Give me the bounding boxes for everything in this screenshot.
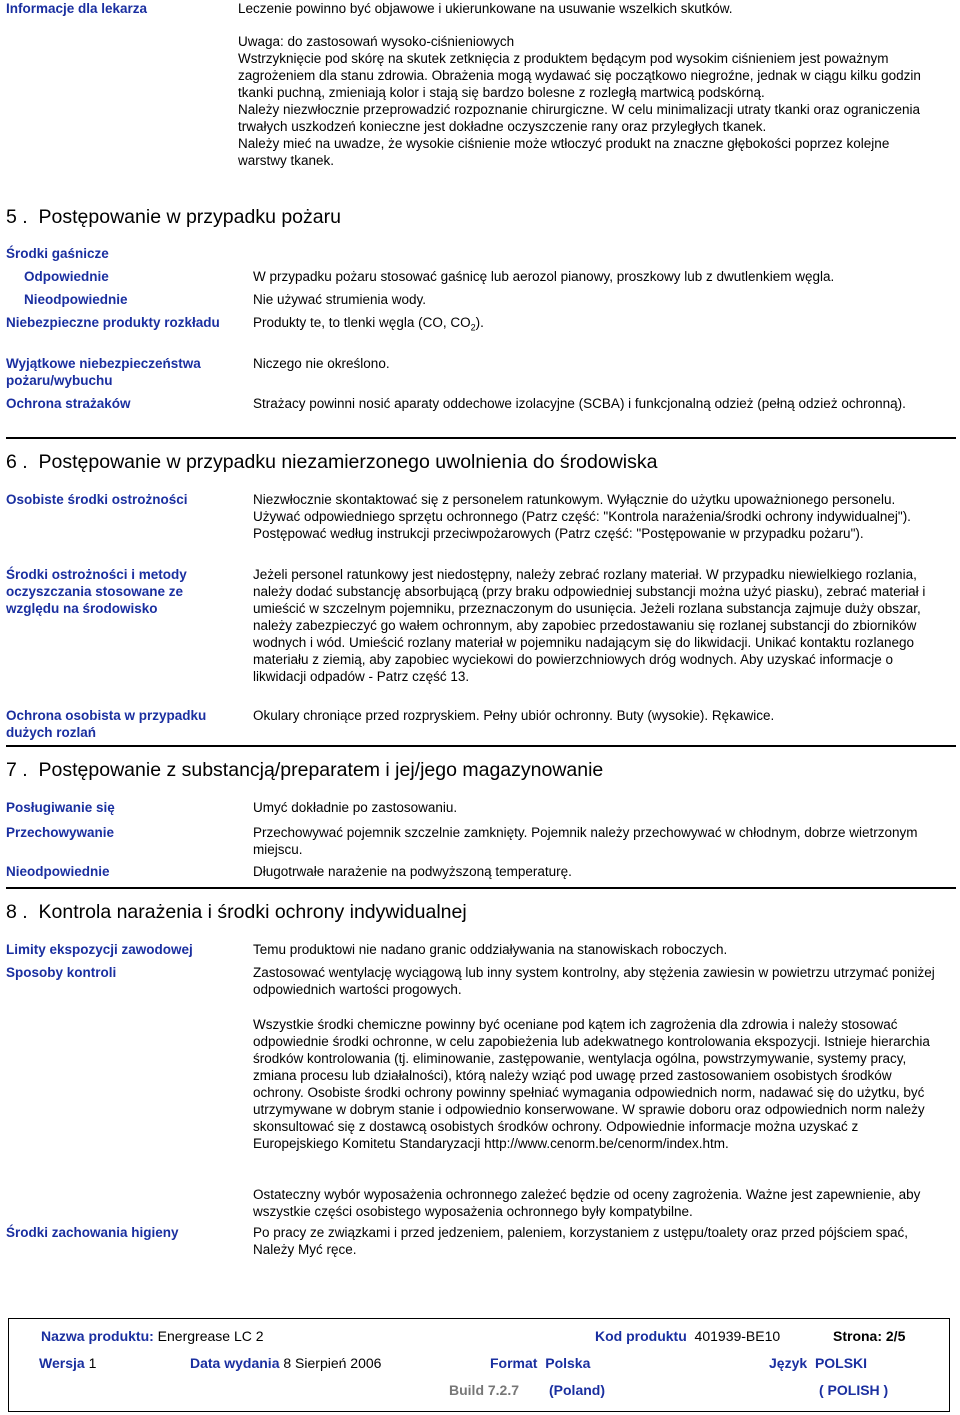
product-name-value: Energrease LC 2: [157, 1328, 264, 1344]
build-language: ( POLISH ): [819, 1382, 889, 1398]
footer-version: [39, 1354, 96, 1372]
decomposition-text-a: Produkty te, to tlenki węgla (CO, CO: [253, 315, 471, 330]
large-spill-text: Okulary chroniące przed rozpryskiem. Pełny ubiór ochronny. Buty (wysokie). Rękawice.: [253, 708, 775, 723]
unsuitable-text: Nie używać strumienia wody.: [253, 292, 427, 307]
label-exposure-controls: Sposoby kontroli: [6, 965, 117, 980]
section-8-number: 8 .: [6, 901, 28, 923]
format-value: Polska: [545, 1355, 591, 1371]
label-exposure-limits: Limity ekspozycji zawodowej: [6, 942, 193, 957]
section-6-heading: [6, 450, 657, 474]
label-large-spill-protection: Ochrona osobista w przypadku dużych rozlań: [6, 708, 207, 740]
final-selection-text: Ostateczny wybór wyposażenia ochronnego zależeć będzie od oceny zagrożenia. Ważne jest zapewnienie, aby wszystkie części osobistego wyposażenia ochronnego były kompatybilne.: [253, 1187, 921, 1219]
label-firefighter-protection: Ochrona strażaków: [6, 396, 131, 411]
build-version: Build 7.2.7: [449, 1382, 520, 1398]
version-value: 1: [88, 1355, 97, 1371]
footer-product: [41, 1327, 264, 1345]
firefighter-text: Strażacy powinni nosić aparaty oddechowe izolacyjne (SCBA) i funkcjonalną odzież (pełną odzież ochronną).: [253, 396, 906, 411]
divider: [6, 437, 956, 439]
high-pressure-warning: Uwaga: do zastosowań wysoko-ciśnieniowych Wstrzyknięcie pod skórę na skutek zetknięcia z produktem będącym pod wysokim ciśnieniem jest poważnym zagrożeniem dla stanu zdrowia. Obrażenia mogą wydawać się początkowo niegroźne, jednak w ciągu kilku godzin tkanki puchną, zmieniają kolor i stają się bardzo bolesne z rozległą martwicą podskórną. Należy niezwłocznie przeprowadzić rozpoznanie chirurgiczne. W celu minimalizacji utraty tkanki oraz ograniczenia trwałych uszkodzeń konieczne jest dokładne oczyszczenie rany oraz przyległych tkanek. Należy mieć na uwadze, że wysokie ciśnienie może wtłoczyć produkt na znaczne głębokości poprzez kolejne warstwy tkanek.: [238, 34, 921, 168]
product-code-value: 401939-BE10: [694, 1328, 781, 1344]
label-suitable: Odpowiednie: [24, 269, 109, 284]
label-special-hazards: Wyjątkowe niebezpieczeństwa pożaru/wybuchu: [6, 356, 201, 388]
decomposition-subscript: 2: [470, 322, 476, 333]
exposure-controls-text: Zastosować wentylację wyciągową lub inny system kontrolny, aby stężenia zawiesin w powietrzu utrzymać poniżej odpowiednich wartości progowych.: [253, 965, 935, 997]
label-personal-precautions: Osobiste środki ostrożności: [6, 492, 188, 507]
section-8-heading: [6, 900, 467, 924]
footer-box: [8, 1318, 950, 1412]
divider: [6, 745, 956, 747]
section-6-title: Postępowanie w przypadku niezamierzonego uwolnienia do środowiska: [38, 451, 658, 473]
footer-language: [769, 1354, 867, 1372]
issue-date-label: Data wydania: [190, 1355, 280, 1371]
page-number: Strona: 2/5: [833, 1328, 906, 1344]
footer-date: [190, 1354, 381, 1372]
storage-text: Przechowywać pojemnik szczelnie zamknięty. Pojemnik należy przechowywać w chłodnym, dobrze wietrzonym miejscu.: [253, 825, 918, 857]
decomposition-text-b: ).: [475, 315, 484, 330]
section-6-number: 6 .: [6, 451, 28, 473]
language-value: POLSKI: [814, 1355, 868, 1371]
section-7-number: 7 .: [6, 759, 28, 781]
section-8-title: Kontrola narażenia i środki ochrony indywidualnej: [38, 901, 467, 923]
suitable-text: W przypadku pożaru stosować gaśnicę lub aerozol pianowy, proszkowy lub z dwutlenkiem węgla.: [253, 269, 835, 284]
version-label: Wersja: [39, 1355, 85, 1371]
handling-text: Umyć dokładnie po zastosowaniu.: [253, 800, 458, 815]
assessment-text: Wszystkie środki chemiczne powinny być oceniane pod kątem ich zagrożenia dla zdrowia i należy stosować odpowiednie środki ochronne, w celu zapobieżenia lub adekwatnego kontrolowania ekspozycji. Istnieje hierarchia środków kontrolowania (tj. eliminowanie, zastępowanie, wentylacja ogólna, powstrzymywanie, systemy pracy, zmiana procesu lub działalności), którą należy wziąć pod uwagę przed zastosowaniem osobistych środków ochrony. Osobiste środki ochrony powinny spełniać wymagania odpowiednich norm, nadawać się do użytku, być utrzymywane w dobrym stanie i odpowiednio konserwowane. W sprawie doboru oraz odpowiednich norm należy skonsultować się z dostawcą osobistych środków ochrony. Odpowiednie informacje można uzyskać z Europejskiego Komitetu Standaryzacji http://www.cenorm.be/cenorm/index.htm.: [253, 1017, 930, 1151]
section-7-title: Postępowanie z substancją/preparatem i jej/jego magazynowanie: [38, 759, 604, 781]
divider: [6, 887, 956, 889]
format-label: Format: [490, 1355, 538, 1371]
personal-precautions-text: Niezwłocznie skontaktować się z personelem ratunkowym. Wyłącznie do użytku upoważnionego personelu. Używać odpowiedniego sprzętu ochronnego (Patrz część: "Kontrola narażenia/środki ochrony indywidualnej"). Postępować według instrukcji przeciwpożarowych (Patrz część: "Postępowanie w przypadku pożaru").: [253, 492, 911, 541]
label-environmental-precautions: Środki ostrożności i metody oczyszczania stosowane ze względu na środowisko: [6, 567, 187, 616]
footer-format: [490, 1354, 590, 1372]
build-country: (Poland): [549, 1382, 605, 1398]
label-extinguishing-media: Środki gaśnicze: [6, 246, 109, 261]
label-storage: Przechowywanie: [6, 825, 115, 840]
environmental-text: Jeżeli personel ratunkowy jest niedostępny, należy zebrać rozlany materiał. W przypadku niewielkiego rozlania, należy dodać substancję absorbującą (przy braku odpowiedniej substancji można użyć piasku), zebrać materiał i umieścić w szczelnym pojemniku, przeznaczonym do usunięcia. Jeżeli rozlana substancja zajmuje duży obszar, należy zabezpieczyć go wałem ochronnym, aby zapobiec przedostawaniu się rozlanej substancji do zbiorników wodnych i wód. Umieścić rozlany materiał w pojemniku nadającym się do likwidacji. Unikać kontaktu rozlanego materiału z ziemią, aby zapobiec wyciekowi do powierzchniowych dróg wodnych. Aby uzyskać informacje o likwidacji odpadów - Patrz część 13.: [253, 567, 926, 684]
language-label: Język: [769, 1355, 808, 1371]
section-7-heading: [6, 758, 603, 782]
exposure-limits-text: Temu produktowi nie nadano granic oddziaływania na stanowiskach roboczych.: [253, 942, 728, 957]
product-name-label: Nazwa produktu:: [41, 1328, 154, 1344]
special-hazards-text: Niczego nie określono.: [253, 356, 390, 371]
section-5-heading: [6, 205, 341, 229]
label-decomposition-products: Niebezpieczne produkty rozkładu: [6, 315, 220, 330]
label-doctor-info: Informacje dla lekarza: [6, 1, 148, 16]
label-unsuitable: Nieodpowiednie: [24, 292, 128, 307]
label-storage-unsuitable: Nieodpowiednie: [6, 864, 110, 879]
hygiene-text: Po pracy ze związkami i przed jedzeniem, paleniem, korzystaniem z ustępu/toalety oraz przed pójściem spać, Należy Myć ręce.: [253, 1225, 909, 1257]
decomposition-text: [253, 314, 943, 337]
section-5-title: Postępowanie w przypadku pożaru: [38, 206, 341, 228]
doctor-info-text: Leczenie powinno być objawowe i ukierunkowane na usuwanie wszelkich skutków.: [238, 1, 733, 16]
issue-date-value: 8 Sierpień 2006: [283, 1355, 382, 1371]
storage-unsuitable-text: Długotrwałe narażenie na podwyższoną temperaturę.: [253, 864, 572, 879]
product-code-label: Kod produktu: [595, 1328, 687, 1344]
section-5-number: 5 .: [6, 206, 28, 228]
footer-code: [595, 1327, 780, 1345]
label-hygiene-measures: Środki zachowania higieny: [6, 1225, 179, 1240]
label-handling: Posługiwanie się: [6, 800, 115, 815]
